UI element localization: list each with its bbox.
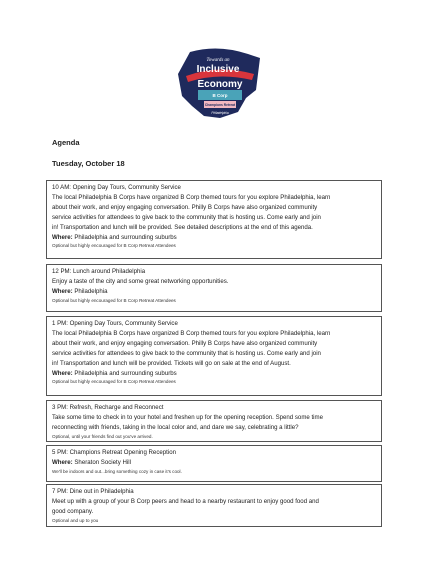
session-text: service activities for attendees to give back to the community that is hosting us. Come early and join — [52, 213, 321, 221]
session-note: We'll be indoors and out...bring something cozy in case it's cool. — [52, 468, 182, 474]
session-note: Optional, until your friends find out you've arrived. — [52, 433, 153, 439]
logo-line5: Champions Retreat — [204, 103, 236, 107]
session-text: Meet up with a group of your B Corp peers and head to a nearby restaurant to enjoy good food and — [52, 497, 319, 505]
where-value: Philadelphia and surrounding suburbs — [74, 233, 177, 241]
session-text: Take some time to check in to your hotel and freshen up for the opening reception. Spend some time — [52, 413, 323, 421]
where-label: Where: — [52, 287, 73, 295]
session-text: good company. — [52, 507, 94, 515]
session-location — [52, 369, 376, 379]
session-block — [46, 316, 382, 396]
session-text: about their work, and enjoy engaging conversation. Philly B Corps have also organized community — [52, 339, 318, 347]
session-text: service activities for attendees to give back to the community that is hosting us. Come early and join — [52, 349, 321, 357]
session-text: about their work, and enjoy engaging conversation. Philly B Corps have also organized community — [52, 203, 318, 211]
session-location — [52, 458, 376, 468]
where-label: Where: — [52, 233, 73, 241]
logo-line2: Inclusive — [196, 64, 240, 75]
where-value: Philadelphia — [74, 287, 108, 295]
logo-line6: Philadelphia — [211, 111, 229, 115]
session-text: reconnecting with friends, taking in the local color and, and dare we say, celebrating a little? — [52, 423, 299, 431]
session-text: in! Transportation and lunch will be provided. Tickets will go on sale at the end of August. — [52, 359, 291, 367]
session-title: 10 AM: Opening Day Tours, Community Service — [52, 184, 181, 191]
session-title: 5 PM: Champions Retreat Opening Reception — [52, 449, 176, 456]
session-text: Enjoy a taste of the city and some great networking opportunities. — [52, 277, 229, 285]
session-block — [46, 264, 382, 312]
session-title: 7 PM: Dine out in Philadelphia — [52, 488, 134, 495]
agenda-date: Tuesday, October 18 — [52, 159, 125, 168]
session-text: The local Philadelphia B Corps have organized B Corp themed tours for you explore Philadelphia, learn — [52, 193, 331, 201]
session-location — [52, 287, 376, 297]
where-value: Philadelphia and surrounding suburbs — [74, 369, 177, 377]
agenda-heading: Agenda — [52, 138, 80, 147]
session-location — [52, 233, 376, 243]
session-note: Optional and up to you — [52, 517, 99, 523]
session-text: The local Philadelphia B Corps have organized B Corp themed tours for you explore Philadelphia, learn — [52, 329, 331, 337]
session-block — [46, 180, 382, 259]
logo-line1: Towards an — [206, 58, 230, 63]
event-logo — [168, 46, 268, 126]
logo-line4: B Corp — [212, 93, 228, 98]
session-text: in! Transportation and lunch will be provided. See detailed descriptions at the end of this agenda. — [52, 223, 313, 231]
where-value: Sheraton Society Hill — [74, 458, 131, 466]
session-title: 3 PM: Refresh, Recharge and Reconnect — [52, 404, 164, 411]
where-label: Where: — [52, 458, 73, 466]
session-block — [46, 400, 382, 442]
logo-line3: Economy — [197, 79, 243, 90]
session-title: 1 PM: Opening Day Tours, Community Service — [52, 320, 178, 327]
session-note: Optional but highly encouraged for B Corp Retreat Attendees — [52, 379, 176, 385]
session-block — [46, 484, 382, 527]
session-title: 12 PM: Lunch around Philadelphia — [52, 268, 146, 275]
where-label: Where: — [52, 369, 73, 377]
session-note: Optional but highly encouraged for B Corp Retreat Attendees — [52, 297, 176, 303]
session-block — [46, 445, 382, 482]
session-note: Optional but highly encouraged for B Corp Retreat Attendees — [52, 243, 176, 249]
